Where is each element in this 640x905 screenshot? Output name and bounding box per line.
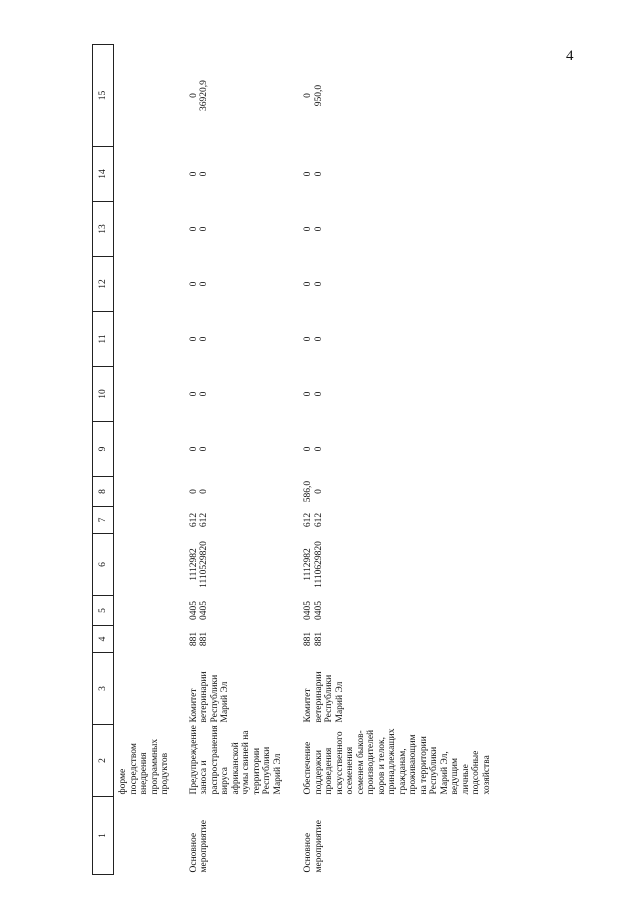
- value-cell: [299, 147, 492, 202]
- cell-line: 0: [188, 281, 199, 287]
- cell-line: 0: [313, 281, 324, 287]
- value-cell: [185, 367, 300, 422]
- cell-line: 612: [199, 512, 209, 528]
- table-row: [185, 45, 300, 875]
- value-cell: [185, 507, 300, 534]
- header-cell: 15: [93, 45, 114, 147]
- value-cell: [299, 626, 492, 653]
- header-cell: 10: [93, 367, 114, 422]
- value-cell: [299, 534, 492, 596]
- cell-line: 0: [199, 336, 209, 342]
- row-type: Основное мероприятие: [188, 820, 209, 873]
- cell-line: 36920,9: [199, 80, 209, 111]
- cell-line: 0: [188, 336, 199, 342]
- table-row: [299, 45, 492, 875]
- header-row: [93, 45, 114, 875]
- cell-line: 0: [313, 226, 324, 232]
- cell-line: 0: [313, 446, 324, 452]
- value-cell: [185, 422, 300, 477]
- cell-line: 0: [303, 93, 313, 98]
- cell-line: 881: [303, 631, 313, 647]
- cell-line: 0405: [313, 601, 324, 620]
- page-number: 4: [566, 48, 574, 64]
- value-cell: [185, 45, 300, 147]
- cell-line: 0: [313, 171, 324, 177]
- cell-line: 612: [303, 512, 313, 528]
- cell-line: 0: [199, 446, 209, 452]
- header-cell: 1: [93, 797, 114, 875]
- value-cell: [299, 422, 492, 477]
- header-cell: 9: [93, 422, 114, 477]
- value-cell: [299, 507, 492, 534]
- cell-line: 586,0: [303, 480, 313, 503]
- header-cell: 4: [93, 626, 114, 653]
- value-cell: [185, 596, 300, 626]
- header-cell: 12: [93, 257, 114, 312]
- cell-line: 0: [188, 93, 199, 98]
- cell-line: 0: [313, 336, 324, 342]
- cell-line: 881: [199, 631, 209, 647]
- cell-line: 0405: [303, 601, 313, 620]
- cell-line: 0: [303, 226, 313, 232]
- value-cell: [299, 477, 492, 507]
- row-type: Основное мероприятие: [303, 820, 324, 873]
- value-cell: [185, 312, 300, 367]
- cell-line: 0405: [199, 601, 209, 620]
- value-cell: [299, 202, 492, 257]
- header-cell: 13: [93, 202, 114, 257]
- header-cell: 11: [93, 312, 114, 367]
- row-executor: Комитет ветеринарии Республики Марий Эл: [188, 671, 230, 723]
- cell-line: 0: [188, 171, 199, 177]
- data-table: [92, 44, 492, 875]
- cell-line: 1112982: [188, 548, 199, 581]
- value-cell: [299, 312, 492, 367]
- cell-line: 1110629820: [313, 541, 324, 588]
- continued-row: [114, 45, 185, 875]
- cell-line: 881: [188, 631, 199, 647]
- header-cell: 5: [93, 596, 114, 626]
- value-cell: [299, 367, 492, 422]
- value-cell: [299, 45, 492, 147]
- cell-line: 0405: [188, 601, 199, 620]
- cell-line: 0: [199, 281, 209, 287]
- row-description: Обеспечение поддержки проведения искусственного осеменения семенем быков-производителей коров и телок, принадлежащих гражданам, проживающим на территории Республики Марий Эл, ведущим личные подсобные хозяйства: [303, 728, 492, 795]
- cell-line: 0: [313, 489, 324, 494]
- cell-line: 0: [199, 171, 209, 177]
- cell-line: 0: [188, 446, 199, 452]
- header-cell: 8: [93, 477, 114, 507]
- value-cell: [185, 147, 300, 202]
- value-cell: [185, 534, 300, 596]
- cell-line: 0: [188, 226, 199, 232]
- row-description: Предупреждение заноса и распространения вируса африканской чумы свиней на территории Республики Марий Эл: [188, 725, 283, 795]
- cell-line: 881: [313, 631, 324, 647]
- value-cell: [185, 477, 300, 507]
- row-executor: Комитет ветеринарии Республики Марий Эл: [303, 671, 345, 723]
- rotated-table-container: [92, 45, 557, 875]
- cell-line: 612: [188, 512, 199, 528]
- cell-line: 0: [303, 171, 313, 177]
- value-cell: [185, 257, 300, 312]
- header-cell: 3: [93, 653, 114, 725]
- cell-line: 0: [303, 336, 313, 342]
- cell-line: 0: [188, 391, 199, 397]
- value-cell: [185, 202, 300, 257]
- value-cell: [299, 596, 492, 626]
- cell-line: 1112982: [303, 548, 313, 581]
- cell-line: 0: [303, 446, 313, 452]
- cell-line: 950,0: [313, 84, 324, 107]
- header-cell: 6: [93, 534, 114, 596]
- cell-line: 612: [313, 512, 324, 528]
- cell-line: 0: [303, 281, 313, 287]
- header-cell: 2: [93, 725, 114, 797]
- cell-line: 0: [188, 489, 199, 494]
- header-cell: 7: [93, 507, 114, 534]
- cell-line: 1110529820: [199, 541, 209, 588]
- cell-line: 0: [199, 489, 209, 494]
- value-cell: [299, 257, 492, 312]
- continued-text: форме посредством внедрения программных продуктов: [118, 738, 170, 795]
- header-cell: 14: [93, 147, 114, 202]
- cell-line: 0: [199, 391, 209, 397]
- cell-line: 0: [199, 226, 209, 232]
- cell-line: 0: [313, 391, 324, 397]
- cell-line: 0: [303, 391, 313, 397]
- value-cell: [185, 626, 300, 653]
